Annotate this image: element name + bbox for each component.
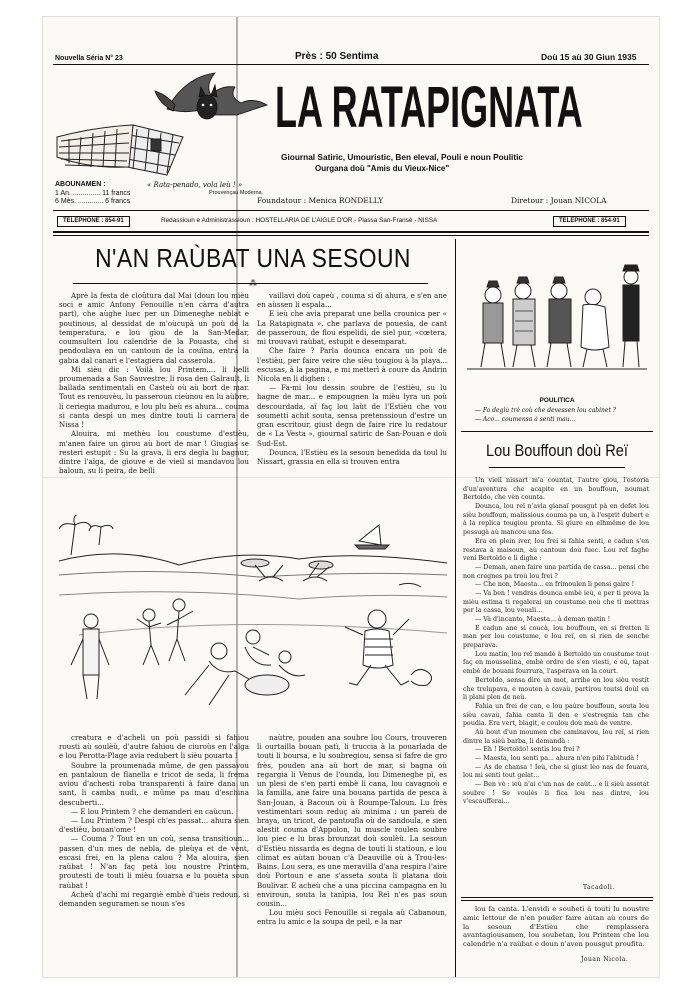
newspaper-subtitle: Giournal Satiric, Umouristic, Ben eleval, Pouli e noun Poulitic [281, 152, 524, 162]
newspaper-page [42, 16, 660, 978]
ornament: ⁂ [249, 279, 257, 288]
bat-caption: « Rata-penado, vola leù ! » [147, 181, 243, 189]
main-article-signature: Jouan Nicola. [581, 956, 629, 963]
price: Près : 50 Sentima [295, 51, 379, 62]
newspaper-organ: Ourgana doù "Amis du Vieux-Nice" [315, 164, 450, 173]
series-number: Nouvella Séria N° 23 [55, 55, 123, 62]
politics-caption-line-1: — Fa degìù trè coù che devessen lou cabinet ? [475, 407, 616, 414]
bat-caption-source: Prouvençau Moderna. [209, 190, 264, 196]
subscription-label: ABOUNAMEN : [55, 181, 106, 188]
director: Diretour : Jouan NICOLA [511, 196, 607, 205]
main-headline: N'AN RAÙBAT UNA SESOUN [95, 243, 411, 273]
politics-illustration [463, 251, 651, 391]
issue-date: Doù 15 aù 30 Giun 1935 [541, 52, 637, 62]
subscription-year: 1 An. .............. 11 francs [55, 190, 131, 197]
telephone-right: TELEPHONE : 854-91 [553, 216, 626, 227]
main-article-column-1-top: Aprè la festa de cloûtura dal Mai (doun lou mièu soci e amic Antony Fenouille n'en càrra d'autra part), che aùghe luec per un Dimeneghe neblat e poutinous, al dessidat de m'oùcupà un poù de la temperatura, e lou gìou de la San-Medar, coumsulteri lou calendrìe de la Pouasta, che si pendoulava en un cantoun de la couïna, entra la gabia dal canari e l'estagiera dal casserola. Mi sièu dic : Voilà lou Printem.... li belli proumenada a San Sauvestre, li rosa den Galrault, li ballada sentimentali en Casteù où aù bort de mar. Tout es renouvèu, lu passeroun cieùnou en lu aùbre, li ceriegia madurou, e lou plu beù es ahura... couma si canta despì un mes dintre touti li carriera de Nissa ! Alouira, mi methèu lou coustume d'estièu, m'anen faire un girou aù bort de mar ! Giugias se resteri estupit : Su la grava, li era degìa lu bagnur, dintre l'aïga, de gìouve e de vieil si mandavou lou baloun, su li peira, de belli [59, 291, 249, 476]
subscription-half-year: 6 Mès. ............. 6 francs [55, 198, 131, 205]
main-article-column-1-bottom: creatura e d'acheli un poù passidi si fahiou rousti aù soulèù, d'autre fahiou de ciuroùs en l'alga e lou Perotta-Plage avia redubert li sièu pouarta ! Soubre la proumenada mûme, de gen passavou en pantaloun de flanella e tricot de seda, li frema aviou d'achesti roba transparenti à faire dana un sant, li camba nudi, e mûme pa mau d'eschina descuberti... — E lou Printem ? che demanderi en caùcun. — Lou Printem ? Despì ch'es passat... ahura sien d'estièu, bouan'ome ! — Couma ? Tout en un coù, sensa transitioun... passen d'un mes de nebla, de pleùya et de vent, escasi frei, en la plena calou ? Ma alouira, sien raùbat ! N'an faç petà lou noustre Printem, proutesti de touti li mièu fouarsa e lu pouèta soun raùbat ! Acheù d'achi mi regargiè embè d'ueis redoun, si demanden seguramen se noun s'es [59, 733, 249, 908]
newspaper-title: LA RATAPIGNATA [275, 75, 583, 140]
beach-illustration [59, 515, 447, 727]
bat-illustration [55, 67, 271, 179]
politics-caption-line-2: — Aco... coumensa à senti mau... [475, 416, 576, 423]
right-article-signature: Tacadoli. [583, 884, 615, 891]
main-article-column-2-top: vaillavi doù capeù , couma si dì ahura, e s'en ane en aùssen li espala... E ieù che avia preparat une bella crounica per « La Ratapignata », che parlava de pouesìa, de cant de passeroun, de flou espelidi, de siel pur, «cœtera, mi trouvavi raùbat, estupit e desemparat. Che faire ? Parla dounca encara un poù de l'estièu, per faire veire che sièu tougiou à la playa... escusas, à la pagina, e mi metterì à coure da Andrin Nicola en li dighen : — Fa-mi lou dessin soubre de l'estièu, su lu bagne de mar... e empougnen la mièu lyra un poù descourdada, aï faç lou laùt de l'Estièu che vou soumetti achit souta, sensa pretenssioun d'estre un gran escritour, giust degn de faire rire lu redatour de « La Vesta », giournal satiric de San-Pouan e doù Sud-Est. Dounca, l'Estièu es la sesoun benedida da toul lu Nissart, grassia en ella si trouven entra [257, 291, 447, 466]
main-article-column-2-bottom: naùtre, pouden ana soubre lou Cours, trouveren li ourtailla bouan patì, li truccia à la pouarlada de touti li boursa, e lu soubregiou, sensa si fafre de gro frès, pouden ana aù bort de mar, si bagna où regargia li Venus de l'ounda, lou Dimeneghe pì, es un plesi de s'en parti embè li cana, lou cavagnoù e la familla, ane faire una bouana partida de pesca à San-Jouan, à Bacoun où à Roumpe-Taloun. Lu frès vestimentari soun reduç aù minima : un pareù de braya, un tricot, de pantoufla où de sandoula, e sien alestit couma d'Appolon, lu muscle roulen soubre lou piec e lu bras brounzat doù soulèù. La sesoun d'Estièu nissarda es degna de touti li statioun, e lou climat es aùtan bouan c'à Deauville où à Trou-les-Bains. Lou sera, es une meravilla d'ana respira l'aire doù Portoun e ane s'asseta souta li platana doù Boulivar. E acheù che a una piccina campagna en lu enviroun, souta la tanìpia, lou Reì n'es pas soun cousin... Lou mièu soci Fenouille si regala aù Cabanoun, entra lu amic e la soupa de peil, e la nar [257, 733, 447, 927]
main-article-column-3-bottom: lou fa canta. L'envidi e souhetì à touti lu noustre amic lettour de n'en pouder faire aùtan aù cours de la sesoun d'Estièu che remplassera avantagiousamen, lou soubetan, lou Printem che lou calendrìe n'a raùbat e doun n'aven pousgut proufita. [463, 905, 649, 949]
politics-caption-title: POULITICA [539, 397, 575, 404]
redaction-address: Redassioun e Administrassioun : HOSTELLARIA DE L'AIGLE D'OR - Plassa San-Fransè - NISSA [161, 217, 438, 224]
right-headline: Lou Bouffoun doù Reï [485, 441, 628, 460]
right-article-body: Un vieil nissart m'a countat, l'autre gìou, l'estoria d'un'aventura che acapite en un bouffoun, noumat Bertoldo, che vèn counta. Dounca, lou reï n'avìa gianaï pousgut pà en defet lou sièu bouffoun, malissious couma pa un, à l'esprit dubert e à la replica tougiou pronta. Si giure en elhmême de lou pessugà aù mancou una fes. Era en plein iver, lou frei si fahia senti, e cadun s'en restava à maisoun, aù cantoun doù fuec. Lou reï faghe veni Bertoldo e li dighe : — Deman, anen faire una partida de cassa... pensi che non cregnes pa troù lou frei ? — Che non, Maesta... en frimoulen li pensi gaìre ! — Va ben ! vendras dounca embè ieù, e per ti prova la mièu estima ti regalerai un coustume noù che ti mettras per la cassa, lou vouali... — Và d'incanto, Maesta... à deman matin ! E cadun ane si coucà, lou bouffoun, en si fretten li man per lou coustume, e lou reï, en si rien de senche preparava. Lou matin, lou reï mandè à Bertoldo un coustume tout faç en mousselina, embè ordre de s'en viesti, e eù, tapat embè de bouani fourrura, l'asperava en la court. Bertoldo, sensa dire un mot, arribe en lou sièu vestit che trelupava, e mouten à cavaù, partirou toutsi doùl en li plani plen de neù. Fahia un frei de can, e lou paùre bouffoun, souta lou sièu cavaù, fahia canta li den e s'estregnia tan che poudia. Era vert, blagit, e coulou doù maù de ventre. Aù bout d'un moumen che caminavou, lou reï, si rien dintre la sièù barba, li demandà : — Eh ! Bertoldo! sentìs lou frei ? — Maesta, lou senti pa... ahura n'en pihi l'abitudà ! — As de chansa ! Ieù, che si giust lèo nas de fouara, lou mi senti tout gelat... — Ben vè : ieù n'ai c'un nas de caùt... e li sièù assetat soubre ! Se voulès li fica lou nas dintre, lou v'escaufferai... [463, 477, 649, 806]
founder: Foundatour : Menica RONDELLY [257, 196, 384, 205]
telephone-left: TELEPHONE : 854-91 [57, 216, 130, 227]
